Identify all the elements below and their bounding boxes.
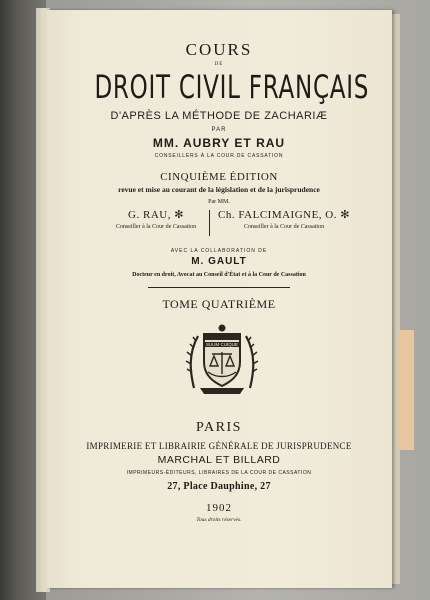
collaborator-role: Docteur en droit, Avocat au Conseil d'État et à la Cour de Cassation	[132, 272, 306, 278]
year: 1902	[206, 502, 232, 514]
heading-cours: COURS	[185, 40, 253, 59]
revision-note: revue et mise au courant de la législation et de la jurisprudence	[118, 185, 320, 194]
address: 27, Place Dauphine, 27	[167, 481, 271, 492]
rights-notice: Tous droits réservés.	[196, 517, 242, 523]
main-title: DROIT CIVIL FRANÇAIS	[94, 68, 370, 106]
collaborator: M. GAULT	[191, 256, 247, 267]
authors: MM. AUBRY ET RAU	[152, 136, 286, 150]
editor-rau-name: G. RAU, ✻	[128, 209, 184, 221]
heading-de: DE	[214, 62, 224, 67]
bookmark-tab	[398, 330, 414, 450]
par-line: PAR	[211, 127, 227, 133]
city: PARIS	[196, 420, 242, 435]
edition: CINQUIÈME ÉDITION	[160, 171, 278, 183]
editor-falcimaigne-role: Conseiller à la Cour de Cassation	[243, 224, 325, 230]
editor-falcimaigne-name: Ch. FALCIMAIGNE, O. ✻	[218, 209, 350, 221]
publisher: MARCHAL ET BILLARD	[157, 454, 281, 466]
par-mm: Par MM.	[208, 199, 230, 205]
editor-falcimaigne	[214, 208, 354, 230]
page-stack-edge	[392, 14, 400, 584]
publisher-role: IMPRIMEURS-ÉDITEURS, LIBRAIRES DE LA COUR DE CASSATION	[126, 470, 312, 476]
printer-mark-emblem-icon	[184, 322, 260, 396]
printer: IMPRIMERIE ET LIBRAIRIE GÉNÉRALE DE JURISPRUDENCE	[86, 441, 352, 451]
divider-rule	[148, 287, 290, 288]
title-page	[46, 10, 392, 588]
editor-divider	[209, 210, 210, 236]
editor-rau-role: Conseiller à la Cour de Cassation	[115, 224, 197, 230]
emblem-motto: SUUM CUIQUE	[205, 342, 239, 347]
collaboration-line: AVEC LA COLLABORATION DE	[170, 248, 268, 254]
volume: TOME QUATRIÈME	[162, 297, 276, 311]
editor-rau	[86, 208, 226, 230]
method-line: D'APRÈS LA MÉTHODE DE ZACHARIÆ	[110, 110, 328, 122]
authors-role: CONSEILLERS À LA COUR DE CASSATION	[154, 153, 284, 159]
